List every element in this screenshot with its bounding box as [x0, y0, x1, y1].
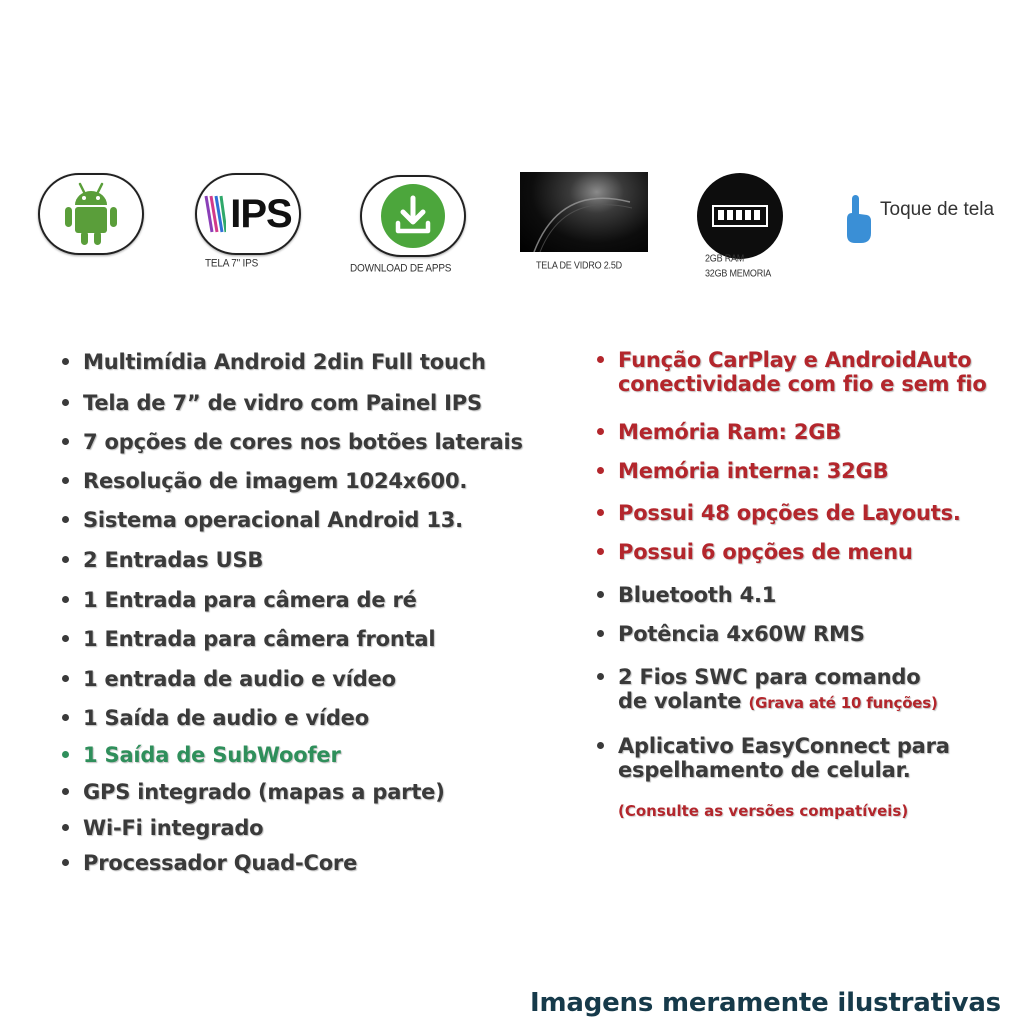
download-icon — [380, 183, 446, 249]
list-item: 7 opções de cores nos botões laterais — [62, 430, 523, 454]
glass-caption: TELA DE VIDRO 2.5D — [536, 259, 622, 271]
list-item-internal-memory: Memória interna: 32GB — [597, 459, 888, 483]
ips-logo-text: IPS — [230, 191, 292, 236]
list-item: Tela de 7” de vidro com Painel IPS — [62, 391, 482, 415]
list-item: GPS integrado (mapas a parte) — [62, 780, 445, 804]
list-item-menu: Possui 6 opções de menu — [597, 540, 913, 564]
list-item: Multimídia Android 2din Full touch — [62, 350, 486, 374]
ips-badge — [195, 173, 301, 255]
list-item: 1 Entrada para câmera frontal — [62, 627, 435, 651]
list-item: Sistema operacional Android 13. — [62, 508, 463, 532]
list-item: Processador Quad-Core — [62, 851, 357, 875]
ram-caption-line2: 32GB MEMORIA — [705, 267, 772, 279]
list-item: 1 Saída de audio e vídeo — [62, 706, 369, 730]
android-icon — [61, 181, 121, 247]
list-item: 1 Entrada para câmera de ré — [62, 588, 417, 612]
android-badge — [38, 173, 144, 255]
list-item: Resolução de imagem 1024x600. — [62, 469, 467, 493]
list-item-subwoofer: 1 Saída de SubWoofer — [62, 743, 341, 767]
list-item: Wi-Fi integrado — [62, 816, 263, 840]
compatibility-note: (Consulte as versões compatíveis) — [618, 802, 909, 820]
disclaimer-footer: Imagens meramente ilustrativas — [530, 988, 1001, 1018]
download-badge — [360, 175, 466, 257]
list-item-carplay: Função CarPlay e AndroidAuto conectividade com fio e sem fio — [597, 348, 987, 396]
ram-badge — [697, 173, 783, 259]
list-item: 1 entrada de audio e vídeo — [62, 667, 396, 691]
list-item-layouts: Possui 48 opções de Layouts. — [597, 501, 961, 525]
list-item-ram: Memória Ram: 2GB — [597, 420, 841, 444]
download-caption: DOWNLOAD DE APPS — [350, 262, 452, 275]
touch-finger-icon — [843, 195, 873, 245]
swc-note: (Grava até 10 funções) — [748, 694, 938, 712]
list-item-bluetooth: Bluetooth 4.1 — [597, 583, 776, 607]
ram-caption-line1: 2GB RAM — [705, 252, 745, 264]
ram-chip-icon — [711, 204, 769, 228]
ips-stripes-icon — [204, 194, 226, 234]
list-item-easyconnect: Aplicativo EasyConnect para espelhamento de celular. — [597, 734, 950, 782]
list-item-swc: 2 Fios SWC para comando de volante (Grava até 10 funções) — [597, 665, 938, 713]
list-item-power: Potência 4x60W RMS — [597, 622, 865, 646]
touch-label: Toque de tela — [880, 199, 995, 220]
glass-screen-image — [520, 172, 648, 252]
ips-caption: TELA 7" IPS — [205, 257, 259, 270]
list-item: 2 Entradas USB — [62, 548, 263, 572]
